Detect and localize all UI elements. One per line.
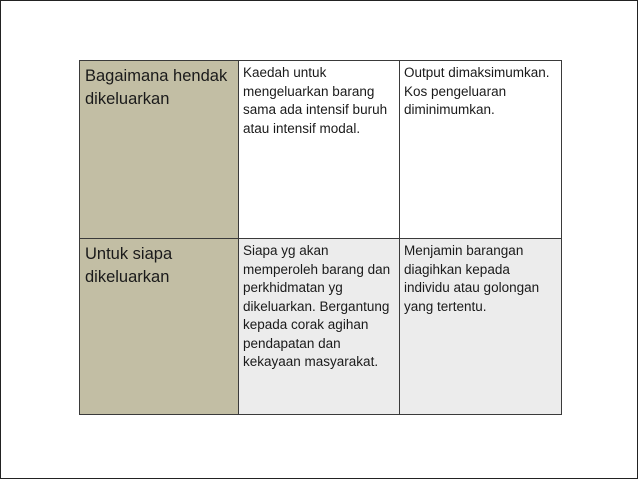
row-heading-cell: Bagaimana hendak dikeluarkan: [80, 61, 239, 239]
description-cell: Kaedah untuk mengeluarkan barang sama ada intensif buruh atau intensif modal.: [239, 61, 400, 239]
row-heading-cell: Untuk siapa dikeluarkan: [80, 239, 239, 415]
table-row: [80, 239, 562, 415]
table-row: [80, 61, 562, 239]
economics-table: [79, 60, 562, 415]
outcome-cell: Menjamin barangan diagihkan kepada individu atau golongan yang tertentu.: [400, 239, 562, 415]
economics-table-container: [79, 60, 561, 414]
description-cell: Siapa yg akan memperoleh barang dan perkhidmatan yg dikeluarkan. Bergantung kepada corak agihan pendapatan dan kekayaan masyarakat.: [239, 239, 400, 415]
outcome-cell: Output dimaksimumkan. Kos pengeluaran diminimumkan.: [400, 61, 562, 239]
